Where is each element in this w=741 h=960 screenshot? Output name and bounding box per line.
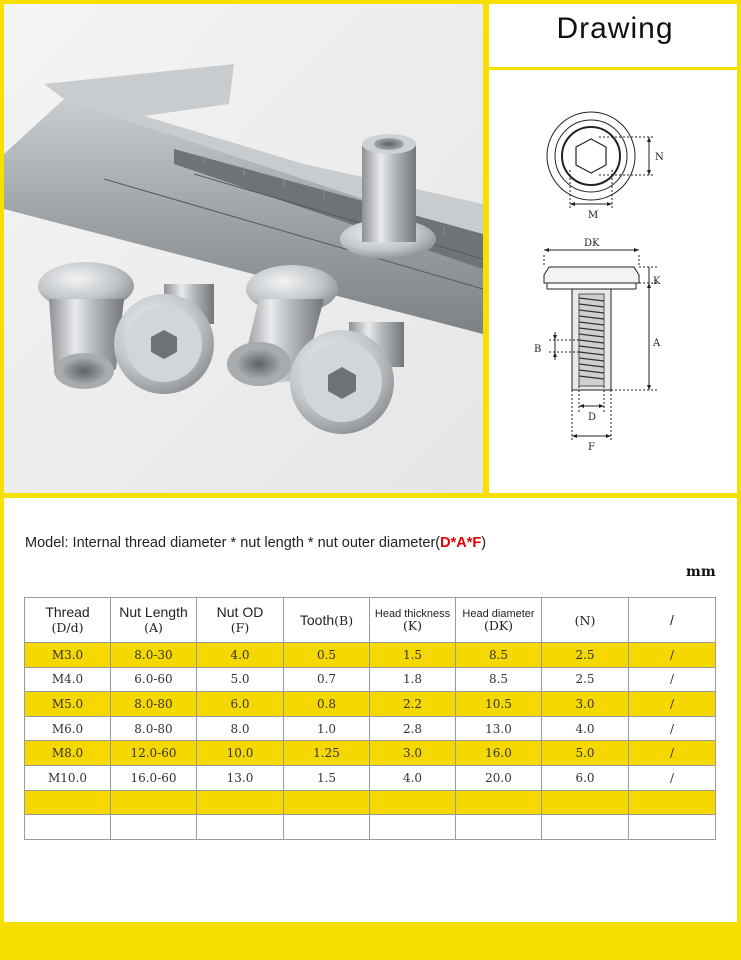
header-tooth: Tooth(B) [284, 598, 370, 643]
header-nut-length: Nut Length (A) [111, 598, 197, 643]
table-row [25, 765, 716, 790]
cell: 20.0 [456, 765, 542, 790]
cell [370, 790, 456, 815]
cell: 10.0 [197, 741, 284, 766]
cell: 1.5 [370, 643, 456, 668]
cell: M4.0 [25, 667, 111, 692]
cell [25, 790, 111, 815]
cell: 5.0 [542, 741, 629, 766]
horizontal-divider [0, 493, 741, 498]
cell: 4.0 [542, 716, 629, 741]
cell: 2.5 [542, 667, 629, 692]
label-d: D [588, 412, 597, 423]
technical-drawing [489, 70, 737, 493]
spec-table [24, 597, 716, 840]
label-dk: DK [584, 238, 600, 249]
cell [370, 815, 456, 840]
table-row [25, 692, 716, 717]
cell [197, 790, 284, 815]
cell: 8.5 [456, 667, 542, 692]
cell [25, 815, 111, 840]
product-photo-image [4, 4, 483, 493]
cell: 10.5 [456, 692, 542, 717]
cell: / [629, 667, 716, 692]
header-head-diameter: Head diameter (DK) [456, 598, 542, 643]
cell: M5.0 [25, 692, 111, 717]
table-row [25, 643, 716, 668]
cell: M3.0 [25, 643, 111, 668]
model-prefix: Model: Internal thread diameter * nut length * nut outer diameter( [25, 535, 441, 551]
drawing-title: Drawing [556, 12, 674, 45]
header-n: (N) [542, 598, 629, 643]
cell [111, 815, 197, 840]
cell: M6.0 [25, 716, 111, 741]
cell: 6.0 [542, 765, 629, 790]
cell: 1.25 [284, 741, 370, 766]
header-head-thickness: Head thickness (K) [370, 598, 456, 643]
label-k: K [653, 276, 661, 287]
cell: 0.8 [284, 692, 370, 717]
cell: 6.0-60 [111, 667, 197, 692]
unit-label: mm [686, 564, 716, 580]
table-row [25, 815, 716, 840]
label-b: B [534, 344, 542, 355]
cell: / [629, 643, 716, 668]
cell: M8.0 [25, 741, 111, 766]
cell [629, 790, 716, 815]
cell: 8.0-80 [111, 716, 197, 741]
cell: 8.5 [456, 643, 542, 668]
label-n: N [655, 152, 664, 163]
label-a: A [653, 338, 661, 349]
cell: 8.0-30 [111, 643, 197, 668]
top-view [547, 112, 654, 208]
cell: 0.5 [284, 643, 370, 668]
label-m: M [588, 210, 599, 221]
cell: 13.0 [197, 765, 284, 790]
cell: 13.0 [456, 716, 542, 741]
cell: 5.0 [197, 667, 284, 692]
cell [456, 815, 542, 840]
cell [456, 790, 542, 815]
model-highlight: D*A*F [440, 535, 482, 551]
cell: 1.8 [370, 667, 456, 692]
cell: 16.0-60 [111, 765, 197, 790]
cell [197, 815, 284, 840]
cell: 2.8 [370, 716, 456, 741]
bottom-band [0, 922, 741, 960]
table-header-row [25, 598, 716, 643]
cell: / [629, 741, 716, 766]
header-nut-od: Nut OD (F) [197, 598, 284, 643]
cell: M10.0 [25, 765, 111, 790]
table-row [25, 716, 716, 741]
cell: 3.0 [370, 741, 456, 766]
cell [629, 815, 716, 840]
model-suffix: ) [481, 535, 487, 551]
cell: 2.5 [542, 643, 629, 668]
cell [284, 790, 370, 815]
header-thread: Thread (D/d) [25, 598, 111, 643]
cell: / [629, 692, 716, 717]
cell [542, 790, 629, 815]
cell: 8.0-80 [111, 692, 197, 717]
cell: 1.5 [284, 765, 370, 790]
table-row [25, 790, 716, 815]
cell: 4.0 [197, 643, 284, 668]
table-row [25, 667, 716, 692]
table-row [25, 741, 716, 766]
cell [284, 815, 370, 840]
cell: 12.0-60 [111, 741, 197, 766]
cell [542, 815, 629, 840]
cell: 4.0 [370, 765, 456, 790]
side-view [544, 248, 659, 442]
cell [111, 790, 197, 815]
cell: / [629, 765, 716, 790]
header-slash: / [629, 598, 716, 643]
cell: 2.2 [370, 692, 456, 717]
cell: 6.0 [197, 692, 284, 717]
model-description [25, 535, 486, 551]
cell: 8.0 [197, 716, 284, 741]
cell: 16.0 [456, 741, 542, 766]
cell: 3.0 [542, 692, 629, 717]
product-photo [4, 4, 483, 493]
label-f: F [588, 442, 595, 453]
cell: 1.0 [284, 716, 370, 741]
cell: / [629, 716, 716, 741]
cell: 0.7 [284, 667, 370, 692]
